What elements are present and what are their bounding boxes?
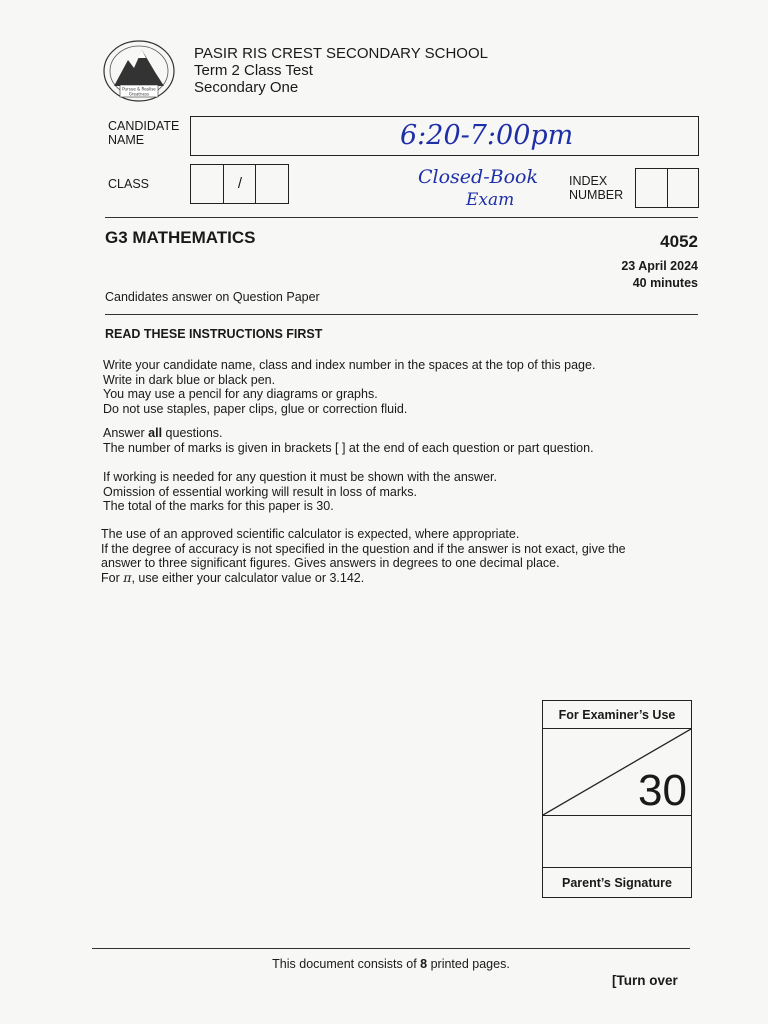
examiner-use-box: [542, 700, 692, 898]
instructions-heading: READ THESE INSTRUCTIONS FIRST: [105, 327, 323, 341]
subject-title: G3 MATHEMATICS: [105, 228, 256, 247]
school-name: PASIR RIS CREST SECONDARY SCHOOL: [194, 45, 488, 62]
handwritten-note-line1: Closed-Book: [418, 166, 538, 188]
class-separator: /: [237, 175, 243, 192]
paper-code: 4052: [660, 232, 698, 251]
instructions-block-2: Answer all questions. The number of marks is given in brackets [ ] at the end of each question or part question.: [103, 426, 594, 455]
svg-text:Greatness: Greatness: [128, 91, 150, 97]
test-name: Term 2 Class Test: [194, 62, 313, 79]
parent-signature-label: Parent’s Signature: [562, 876, 672, 890]
candidate-name-handwriting: 6:20-7:00pm: [400, 120, 574, 151]
answer-note: Candidates answer on Question Paper: [105, 290, 320, 304]
candidate-name-label: CANDIDATE NAME: [108, 119, 180, 147]
school-crest-icon: [100, 38, 178, 104]
index-number-label: INDEX NUMBER: [569, 174, 624, 202]
handwritten-note-line2: Exam: [466, 190, 515, 210]
index-number-field[interactable]: [635, 168, 699, 208]
total-marks: 30: [638, 766, 687, 815]
svg-text:Pursue & Realise: Pursue & Realise: [122, 86, 156, 92]
school-logo: [100, 38, 178, 104]
instructions-block-3: If working is needed for any question it must be shown with the answer. Omission of essential working will result in loss of marks. The total of the marks for this paper is 30.: [103, 470, 497, 513]
examiner-heading: For Examiner’s Use: [543, 701, 691, 729]
level: Secondary One: [194, 79, 299, 96]
page-count-note: This document consists of 8 printed pages.: [272, 957, 510, 971]
instructions-block-4: The use of an approved scientific calculator is expected, where appropriate. If the degree of accuracy is not specified in the question and if the answer is not exact, give the answer to three significant figures. Gives answers in degrees to one decimal place. For π, use either your calculator value or 3.142.: [101, 527, 626, 585]
exam-date: 23 April 2024: [621, 259, 698, 273]
exam-duration: 40 minutes: [632, 276, 698, 290]
class-field[interactable]: [190, 164, 289, 204]
instructions-block-1: Write your candidate name, class and index number in the spaces at the top of this page. Write in dark blue or black pen. You may use a pencil for any diagrams or graphs. Do not use staples, paper clips, glue or correction fluid.: [103, 358, 596, 416]
divider: [105, 314, 698, 315]
divider: [105, 217, 698, 218]
turn-over: [Turn over: [612, 973, 678, 988]
class-label: CLASS: [108, 177, 149, 191]
footer-divider: [92, 948, 690, 949]
